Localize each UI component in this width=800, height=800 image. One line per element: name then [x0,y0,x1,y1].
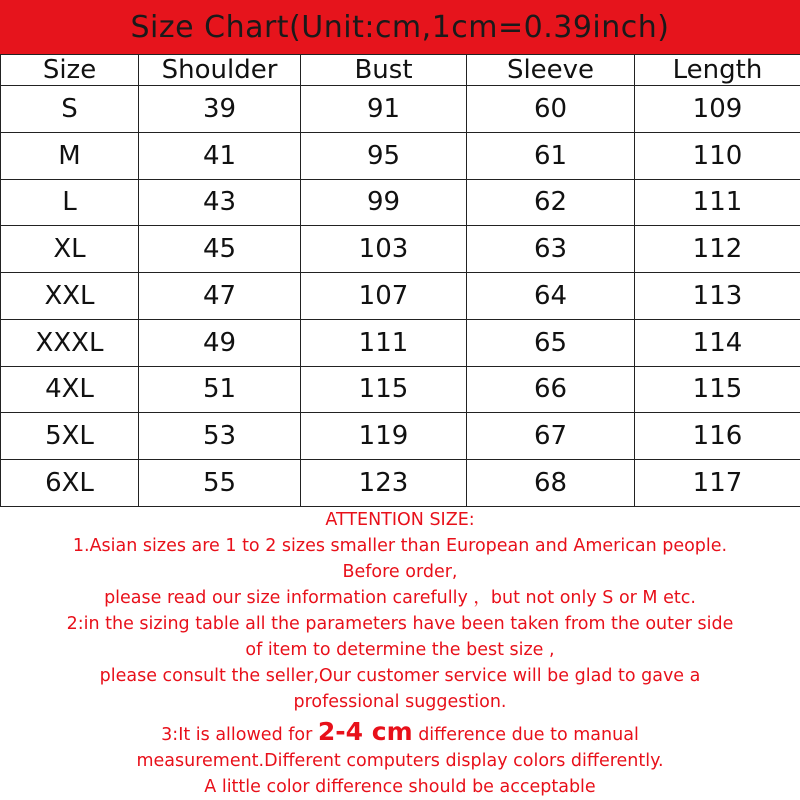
column-header-bust: Bust [301,55,467,86]
note-1b: Before order, [342,562,458,582]
table-cell: 68 [467,460,635,507]
table-cell: 115 [635,366,800,413]
table-cell: 62 [467,179,635,226]
table-cell: 63 [467,226,635,273]
table-cell: 5XL [1,413,139,460]
table-cell: 113 [635,273,800,320]
table-cell: 110 [635,132,800,179]
table-cell: 112 [635,226,800,273]
table-row [1,366,800,413]
table-cell: 91 [301,86,467,133]
table-cell: M [1,132,139,179]
table-cell: 60 [467,86,635,133]
table-cell: 51 [139,366,301,413]
chart-title: Size Chart(Unit:cm,1cm=0.39inch) [130,9,670,45]
table-cell: 43 [139,179,301,226]
table-row [1,86,800,133]
table-cell: 116 [635,413,800,460]
table-cell: 99 [301,179,467,226]
table-row [1,132,800,179]
table-cell: 123 [301,460,467,507]
table-cell: 117 [635,460,800,507]
table-cell: 41 [139,132,301,179]
note-3a [0,719,800,748]
table-cell: 119 [301,413,467,460]
table-cell: 103 [301,226,467,273]
table-cell: 49 [139,319,301,366]
table-row [1,413,800,460]
size-table [0,54,800,507]
table-row [1,179,800,226]
column-header-length: Length [635,55,800,86]
note-3-highlight: 2-4 cm [317,717,413,746]
table-cell: 107 [301,273,467,320]
table-row [1,226,800,273]
column-header-size: Size [1,55,139,86]
table-cell: 6XL [1,460,139,507]
table-cell: 39 [139,86,301,133]
table-cell: 4XL [1,366,139,413]
table-cell: XXXL [1,319,139,366]
table-cell: 111 [301,319,467,366]
table-cell: 53 [139,413,301,460]
table-cell: 114 [635,319,800,366]
note-3-prefix: 3:It is allowed for [161,725,318,745]
table-cell: 109 [635,86,800,133]
note-2b: of item to determine the best size , [245,640,555,660]
note-1c: please read our size information carefully ，but not only S or M etc. [104,588,696,608]
table-cell: 115 [301,366,467,413]
table-row [1,460,800,507]
table-header-row [1,55,800,86]
table-cell: 66 [467,366,635,413]
note-1a: 1.Asian sizes are 1 to 2 sizes smaller than European and American people. [72,536,728,556]
table-cell: 61 [467,132,635,179]
table-cell: L [1,179,139,226]
table-row [1,319,800,366]
note-3b: measurement.Different computers display colors differently. [136,751,664,771]
table-cell: 111 [635,179,800,226]
note-3c: A little color difference should be acceptable [204,777,596,797]
table-cell: XXL [1,273,139,320]
table-cell: S [1,86,139,133]
note-2d: professional suggestion. [293,692,507,712]
table-cell: 55 [139,460,301,507]
note-2a: 2:in the sizing table all the parameters have been taken from the outer side [66,614,734,634]
notes-heading: ATTENTION SIZE: [325,510,475,530]
column-header-shoulder: Shoulder [139,55,301,86]
table-cell: 67 [467,413,635,460]
table-row [1,273,800,320]
table-cell: XL [1,226,139,273]
column-header-sleeve: Sleeve [467,55,635,86]
table-cell: 47 [139,273,301,320]
note-2c: please consult the seller,Our customer service will be glad to gave a [99,666,701,686]
chart-title-bar [0,0,800,54]
table-cell: 65 [467,319,635,366]
table-cell: 95 [301,132,467,179]
note-3-suffix: difference due to manual [412,725,639,745]
table-cell: 45 [139,226,301,273]
table-cell: 64 [467,273,635,320]
notes-section [0,507,800,800]
